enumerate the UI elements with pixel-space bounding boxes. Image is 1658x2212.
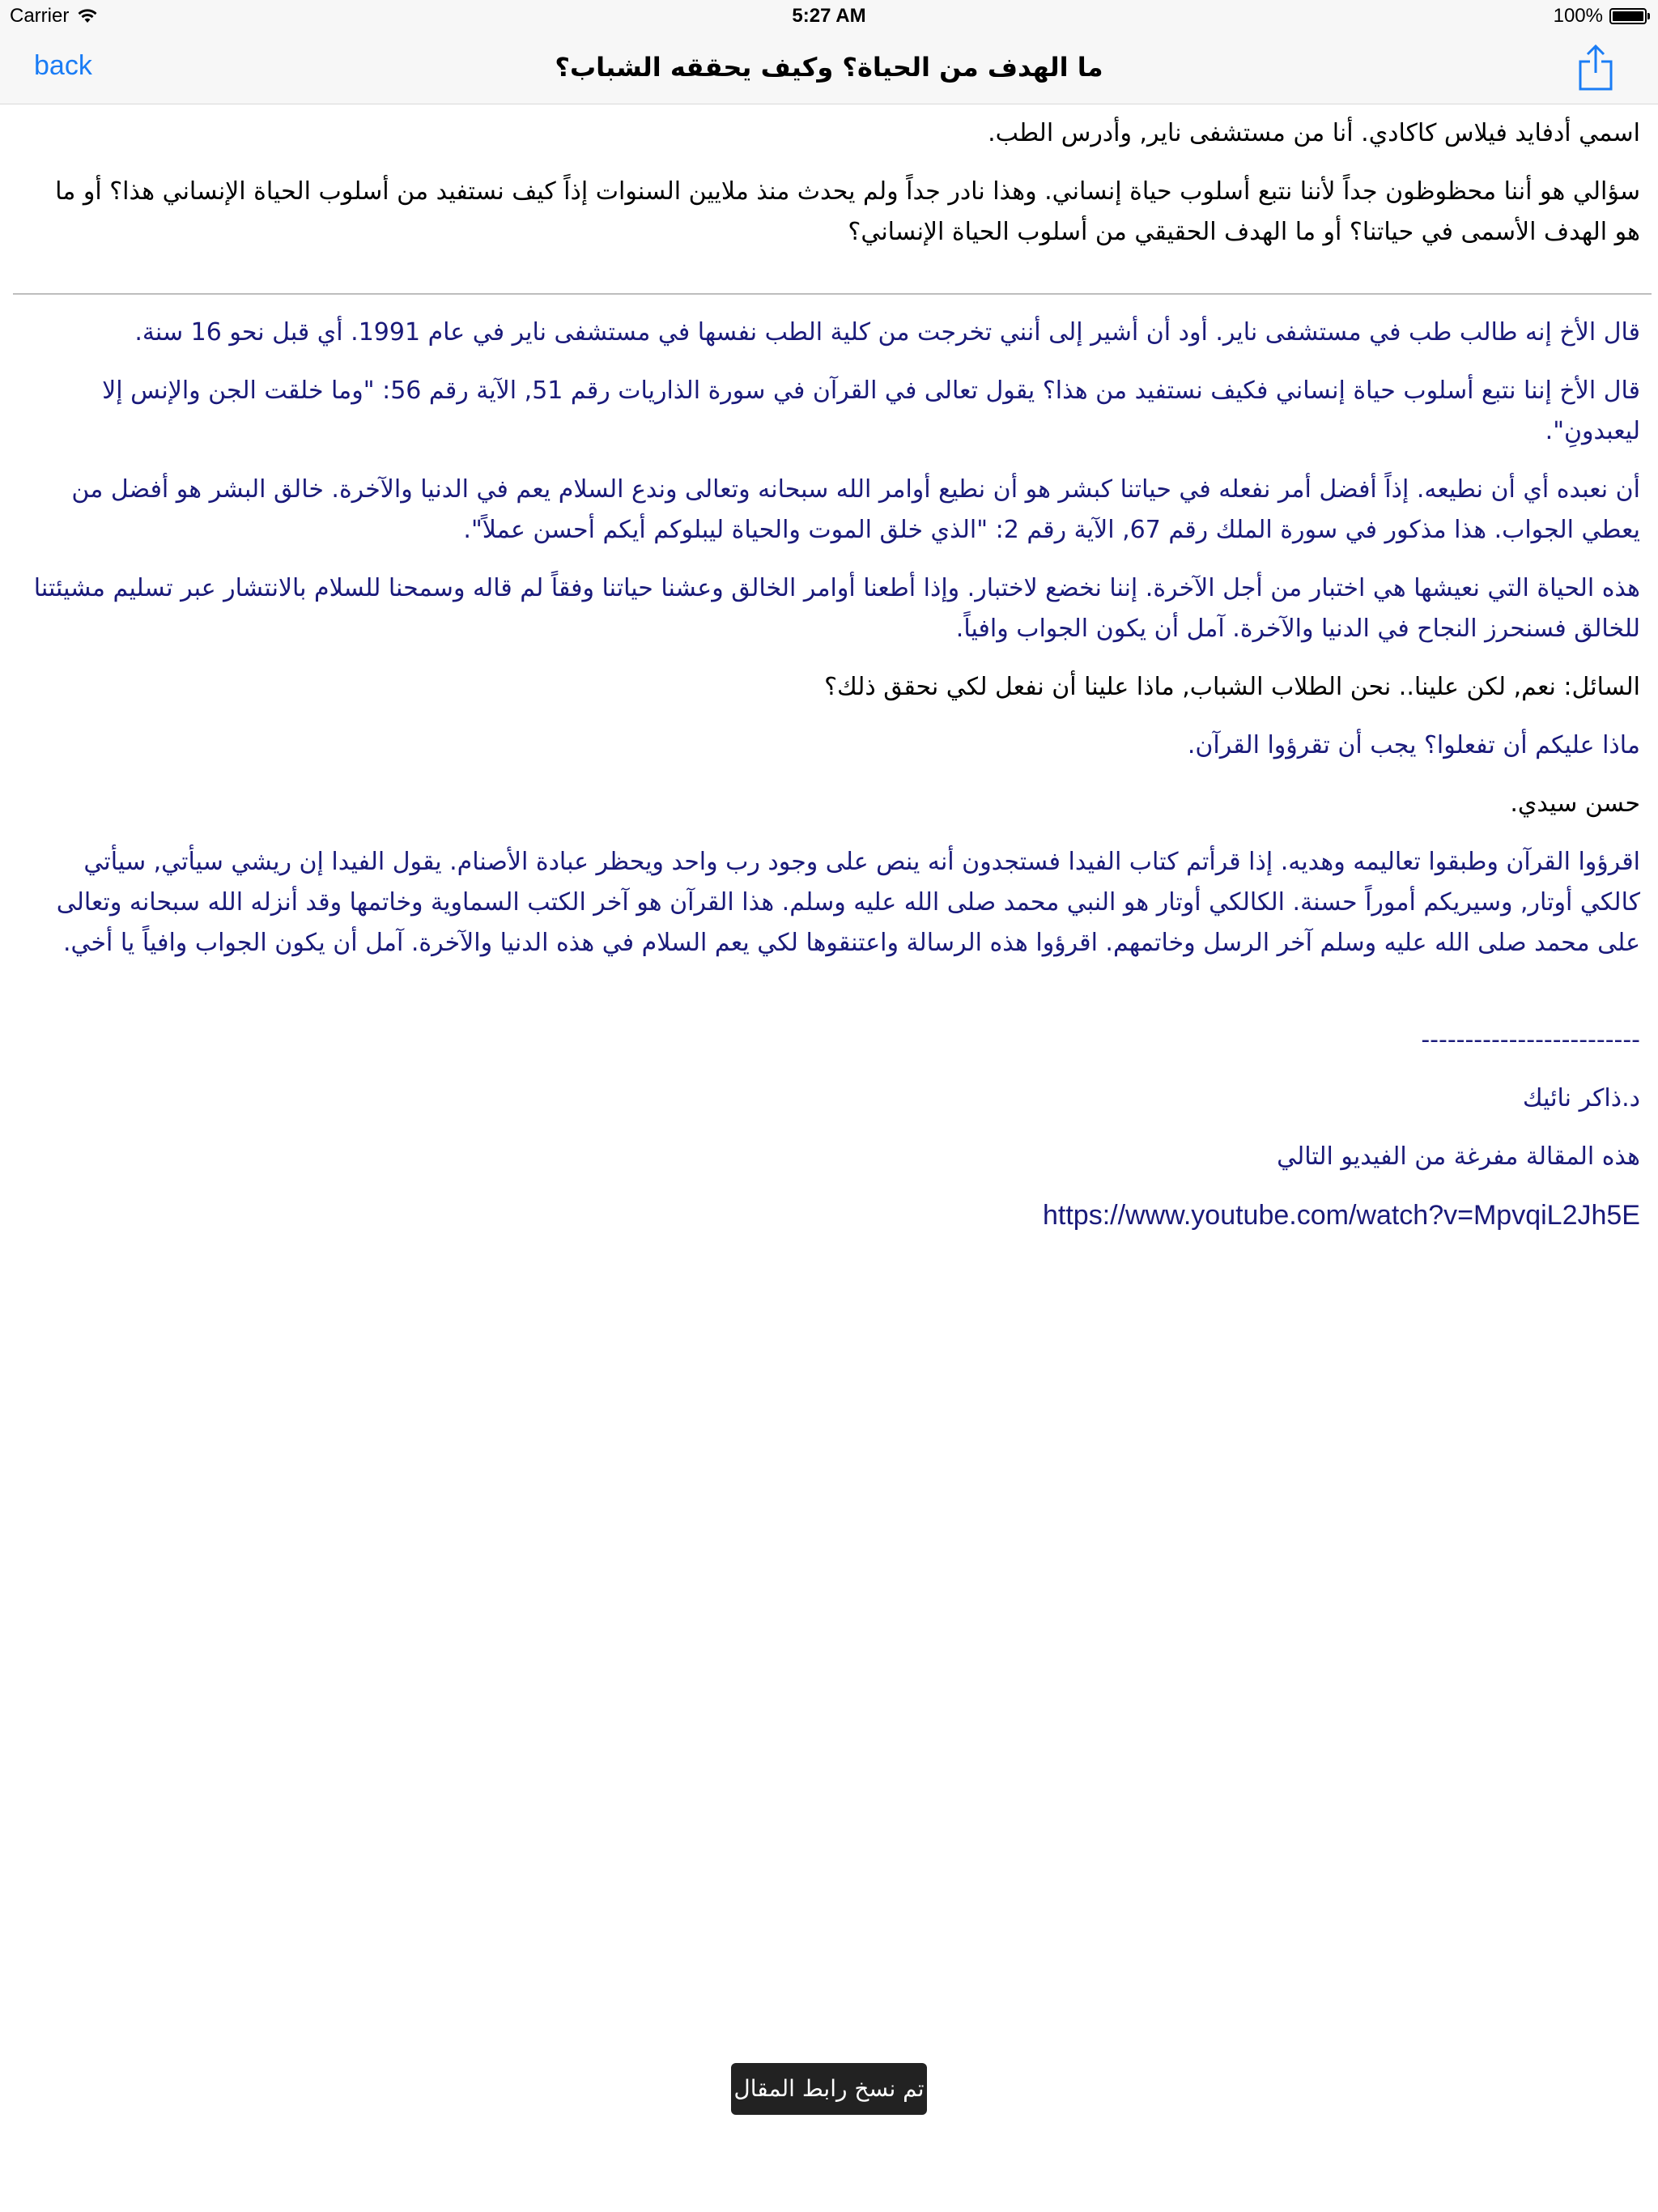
reply-paragraph: حسن سيدي. [1510,789,1640,818]
answer-paragraph: اقرؤوا القرآن وطبقوا تعاليمه وهديه. إذا قرأتم كتاب الفيدا فستجدون أنه ينص على وجود رب واحد ويحظر عبادة الأصنام. يقول الفيدا إن ريشي سيأتي, سيأتي كالكي أوتار, وسيريكم أموراً حسنة. الكالكي أوتار هو النبي محمد صلى الله عليه وسلم. هذا القرآن هو آخر الكتب السماوية وخاتمها وقد أنزله الله سبحانه وتعالى على محمد صلى الله عليه وسلم آخر الرسل وخاتمهم. اقرؤوا هذه الرسالة واعتنقوها لكي يعم السلام في هذه الدنيا والآخرة. آمل أن يكون الجواب وافياً يا أخي. [56,848,1640,957]
answer-paragraph: أن نعبده أي أن نطيعه. إذاً أفضل أمر نفعله في حياتنا كبشر هو أن نطيع أوامر الله سبحانه وتعالى وندع السلام يعم في الدنيا والآخرة. خالق البشر هو أفضل من يعطي الجواب. هذا مذكور في سورة الملك رقم 67, الآية رقم 2: "الذي خلق الموت والحياة ليبلوكم أيكم أحسن عملاً". [71,475,1640,544]
question-paragraph: سؤالي هو أننا محظوظون جداً لأننا نتبع أسلوب حياة إنساني. وهذا نادر جداً ولم يحدث منذ ملايين السنوات إذاً كيف نستفيد من أسلوب الحياة الإنساني هذا؟ أو ما هو الهدف الأسمى في حياتنا؟ أو ما الهدف الحقيقي من أسلوب الحياة الإنساني؟ [55,177,1640,246]
answer-section [24,313,1640,1237]
question-section [24,113,1640,253]
article-body [24,113,1640,1255]
navigation-bar [0,32,1658,104]
question-paragraph: اسمي أدفايد فيلاس كاكادي. أنا من مستشفى ناير, وأدرس الطب. [988,119,1640,147]
carrier-label: Carrier [10,5,70,27]
battery-fill [1613,11,1643,21]
answer-paragraph: قال الأخ إننا نتبع أسلوب حياة إنساني فكيف نستفيد من هذا؟ يقول تعالى في القرآن في سورة الذاريات رقم 51, الآية رقم 56: "وما خلقت الجن والإنس إلا ليعبدونِ". [102,376,1640,445]
share-icon[interactable] [1577,44,1614,92]
video-link[interactable]: https://www.youtube.com/watch?v=MpvqiL2Jh5E [1043,1200,1640,1231]
source-note: هذه المقالة مفرغة من الفيديو التالي [1277,1142,1640,1171]
author-name: د.ذاكر نائيك [1522,1084,1640,1112]
clock: 5:27 AM [792,5,866,27]
copied-link-toast: تم نسخ رابط المقال [731,2063,927,2115]
follow-up-question: السائل: نعم, لكن علينا.. نحن الطلاب الشباب, ماذا علينا أن نفعل لكي نحقق ذلك؟ [824,673,1640,701]
video-link-row [24,1195,1640,1237]
back-button[interactable]: back [34,50,92,81]
separator-line: ------------------------- [1421,1026,1640,1054]
section-divider [13,293,1652,295]
battery-percent: 100% [1553,5,1603,27]
answer-paragraph: ماذا عليكم أن تفعلوا؟ يجب أن تقرؤوا القرآن. [1187,731,1640,759]
answer-paragraph: قال الأخ إنه طالب طب في مستشفى ناير. أود أن أشير إلى أنني تخرجت من كلية الطب نفسها في مستشفى ناير في عام 1991. أي قبل نحو 16 سنة. [134,318,1640,347]
page-title: ما الهدف من الحياة؟ وكيف يحققه الشباب؟ [555,52,1103,83]
battery-icon [1609,8,1647,24]
answer-paragraph: هذه الحياة التي نعيشها هي اختبار من أجل الآخرة. إننا نخضع لاختبار. وإذا أطعنا أوامر الخالق وعشنا حياتنا وفقاً لم قاله وسمحنا للسلام بالانتشار عبر تسليم مشيئتنا للخالق فسنحرز النجاح في الدنيا والآخرة. آمل أن يكون الجواب وافياً. [33,574,1640,643]
battery-indicator [1554,5,1647,28]
status-bar [0,0,1658,32]
